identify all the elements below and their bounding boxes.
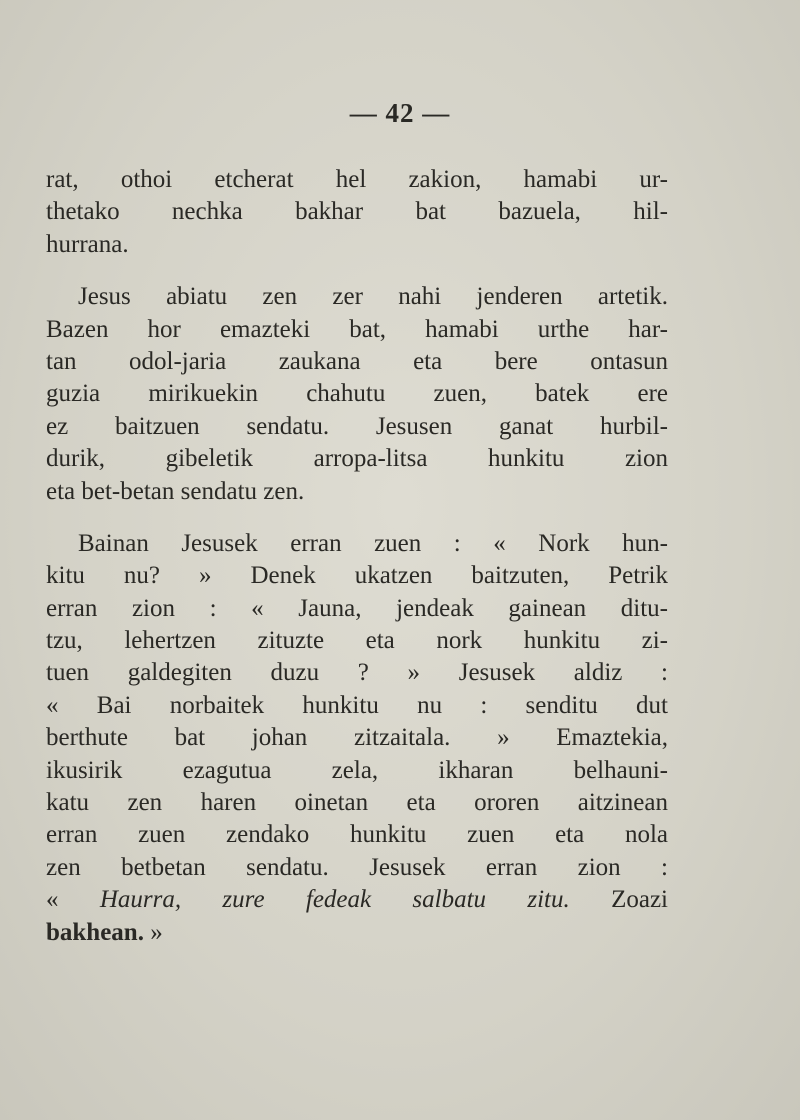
paragraph-3	[46, 528, 668, 949]
quote-open: «	[46, 886, 100, 914]
text-line: Bainan Jesusek erran zuen : « Nork hun-	[78, 529, 668, 557]
text-line: durik, gibeletik arropa-litsa hunkitu zion	[46, 445, 668, 473]
text-line: « Bai norbaitek hunkitu nu : senditu dut	[46, 691, 668, 719]
text-fragment: Zoazi	[569, 886, 668, 914]
text-line: hurrana.	[46, 230, 129, 258]
text-line: Bazen hor emazteki bat, hamabi urthe har-	[46, 315, 668, 343]
text-line: thetako nechka bakhar bat bazuela, hil-	[46, 198, 668, 226]
page-number: — 42 —	[349, 98, 451, 128]
text-line: katu zen haren oinetan eta ororen aitzinean	[46, 789, 668, 817]
text-line-italic	[46, 884, 668, 916]
text-line: erran zuen zendako hunkitu zuen eta nola	[46, 821, 668, 849]
quote-close: »	[143, 918, 163, 946]
text-line: guzia mirikuekin chahutu zuen, batek ere	[46, 380, 668, 408]
paragraph-2	[46, 281, 668, 508]
paragraph-1	[46, 164, 668, 261]
text-line: Jesus abiatu zen zer nahi jenderen artetik.	[78, 283, 668, 311]
text-line-final	[46, 917, 668, 949]
text-line: eta bet-betan sendatu zen.	[46, 477, 305, 505]
body-text	[46, 164, 668, 949]
text-line: tan odol-jaria zaukana eta bere ontasun	[46, 347, 668, 375]
text-line: ikusirik ezagutua zela, ikharan belhauni-	[46, 756, 668, 784]
text-line: berthute bat johan zitzaitala. » Emaztekia,	[46, 724, 668, 752]
text-line: rat, othoi etcherat hel zakion, hamabi ur-	[46, 166, 668, 193]
italic-quote: Haurra, zure fedeak salbatu zitu.	[99, 886, 570, 914]
bold-word: bakhean.	[46, 918, 144, 946]
text-line: kitu nu? » Denek ukatzen baitzuten, Petrik	[46, 562, 668, 590]
text-line: erran zion : « Jauna, jendeak gainean ditu-	[46, 594, 668, 622]
text-line: zen betbetan sendatu. Jesusek erran zion :	[46, 853, 668, 881]
text-line: tzu, lehertzen zituzte eta nork hunkitu zi-	[46, 627, 668, 655]
text-line: tuen galdegiten duzu ? » Jesusek aldiz :	[46, 659, 668, 687]
text-line: ez baitzuen sendatu. Jesusen ganat hurbil-	[46, 412, 668, 440]
